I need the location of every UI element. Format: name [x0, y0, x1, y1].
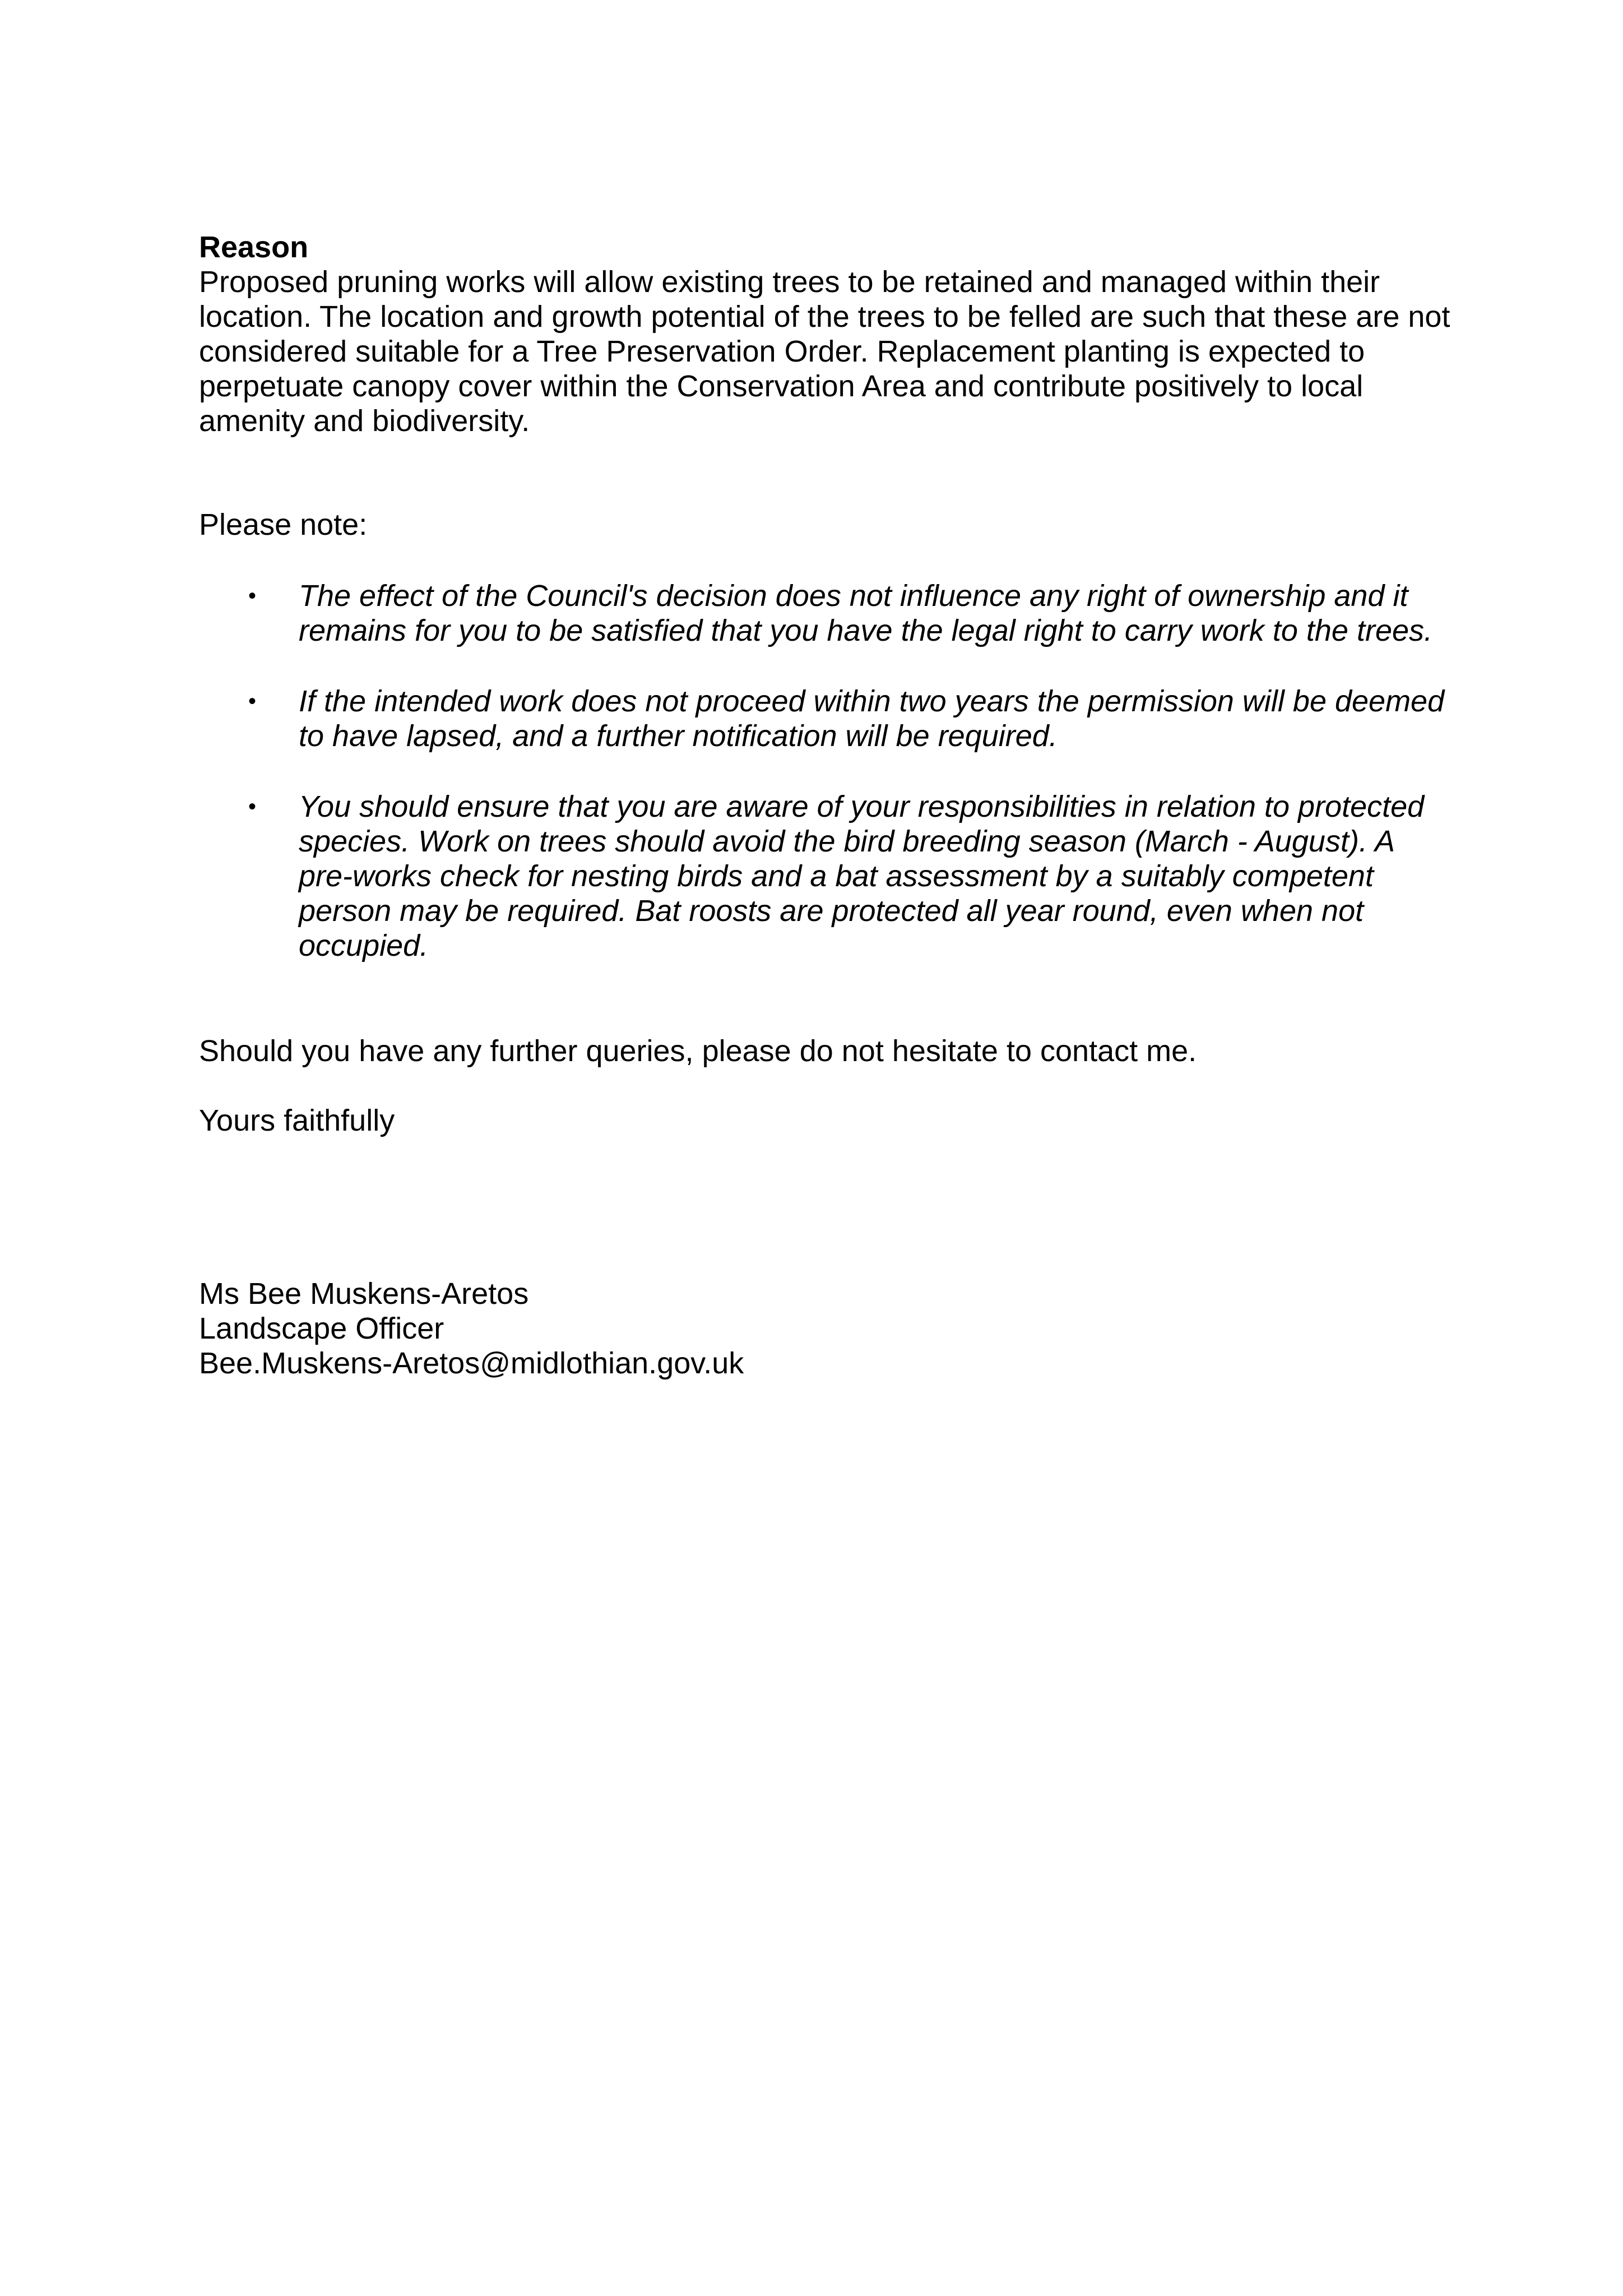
- signatory-email[interactable]: Bee.Muskens-Aretos@midlothian.gov.uk: [199, 1346, 744, 1380]
- note-item-protected-species: [199, 789, 1454, 963]
- bullet-icon: •: [248, 794, 257, 819]
- signatory-title: Landscape Officer: [199, 1312, 444, 1345]
- bullet-icon: •: [248, 689, 257, 714]
- letter-page: [199, 230, 1454, 1381]
- sign-off: Yours faithfully: [199, 1104, 395, 1137]
- notes-list: [199, 578, 1454, 963]
- note-text: If the intended work does not proceed within two years the permission will be deemed to have lapsed, and a further notification will be required.: [299, 684, 1445, 753]
- please-note-label: Please note:: [199, 508, 368, 541]
- reason-heading: Reason: [199, 230, 309, 264]
- note-item-ownership: [199, 578, 1454, 648]
- reason-paragraph: Proposed pruning works will allow existing trees to be retained and managed within their location. The location and growth potential of the trees to be felled are such that these are not considered suitable for a Tree Preservation Order. Replacement planting is expected to perpetuate canopy cover within the Conservation Area and contribute positively to local amenity and biodiversity.: [199, 265, 1450, 438]
- note-text: The effect of the Council's decision does not influence any right of ownership and it remains for you to be satisfied that you have the legal right to carry work to the trees.: [299, 579, 1433, 647]
- closing-paragraph: Should you have any further queries, please do not hesitate to contact me.: [199, 1034, 1197, 1068]
- note-text: You should ensure that you are aware of your responsibilities in relation to protected species. Work on trees should avoid the bird breeding season (March - August). A pre-works check for nesting birds and a bat assessment by a suitably competent person may be required. Bat roosts are protected all year round, even when not occupied.: [299, 790, 1425, 962]
- note-item-lapse: [199, 684, 1454, 753]
- signatory-block: [199, 1276, 1454, 1381]
- bullet-icon: •: [248, 584, 257, 608]
- signatory-name: Ms Bee Muskens-Aretos: [199, 1277, 529, 1311]
